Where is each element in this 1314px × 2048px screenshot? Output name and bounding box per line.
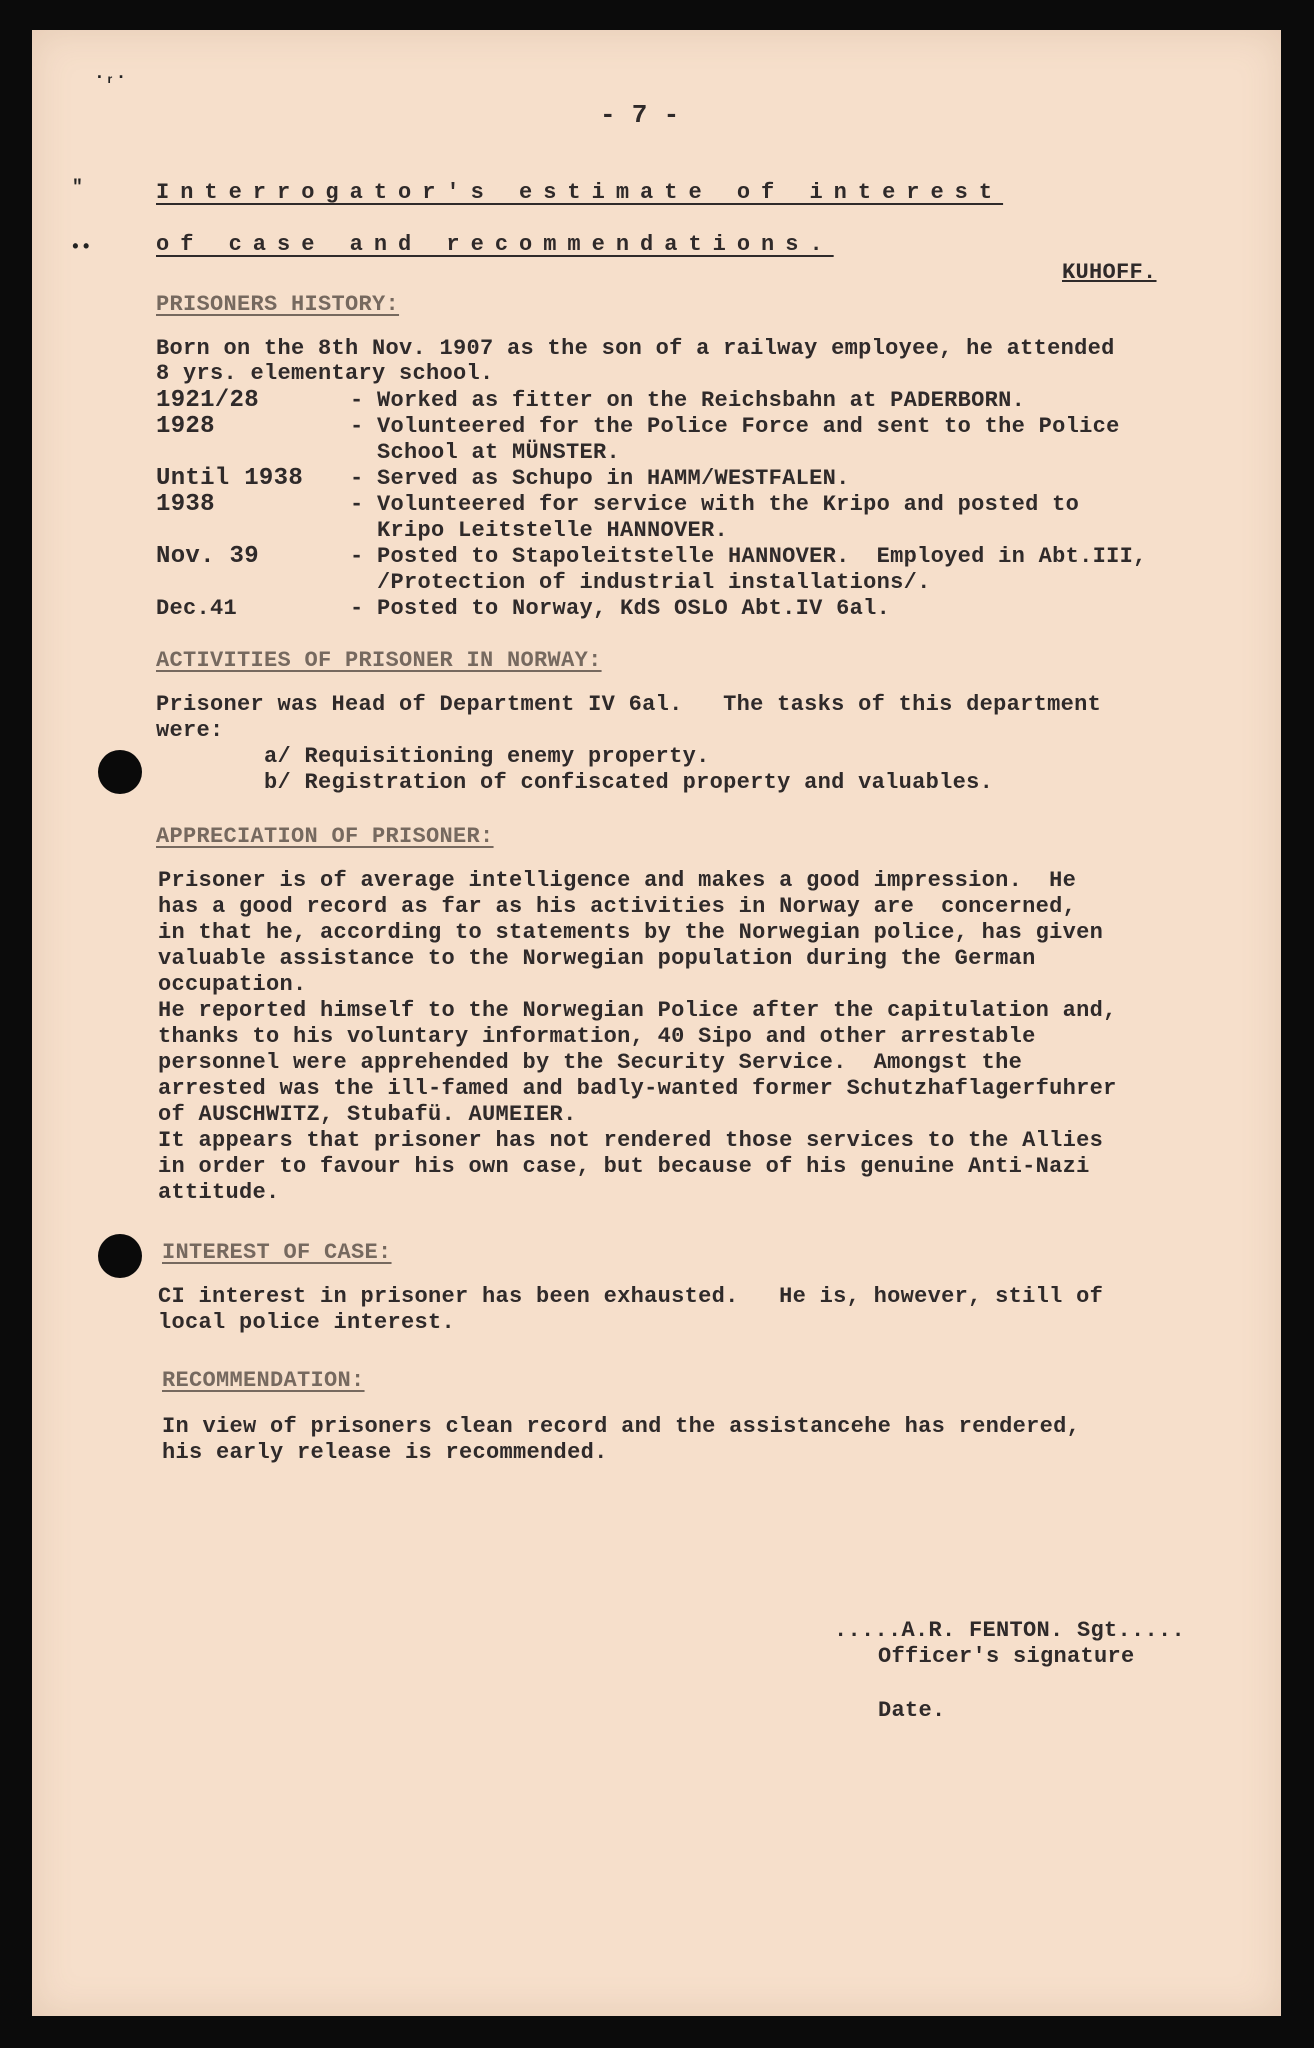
appreciation-line: valuable assistance to the Norwegian population during the German [158,946,1036,971]
punch-hole [98,750,142,794]
appreciation-line: of AUSCHWITZ, Stubafü. AUMEIER. [158,1102,577,1127]
margin-mark: " [72,178,83,198]
activities-item: a/ Requisitioning enemy property. [264,744,710,769]
history-date: 1928 [156,413,215,440]
document-title-continued: of case and recommendations. [156,232,834,257]
section-heading-recommendation: RECOMMENDATION: [162,1368,365,1393]
section-heading-appreciation: APPRECIATION OF PRISONER: [156,824,494,849]
handwritten-mark: ·ᵣ· [94,68,127,88]
history-date: 1938 [156,491,215,518]
interest-text: CI interest in prisoner has been exhausted. He is, however, still of [158,1284,1104,1309]
history-intro: 8 yrs. elementary school. [156,361,494,386]
history-date: Dec.41 [156,596,238,621]
appreciation-line: personnel were apprehended by the Security Service. Amongst the [158,1050,1023,1075]
activities-text: Prisoner was Head of Department IV 6al. The tasks of this department [156,692,1102,717]
appreciation-line: thanks to his voluntary information, 40 Sipo and other arrestable [158,1024,1036,1049]
history-text: /Protection of industrial installations/. [350,570,931,595]
history-text: - Volunteered for service with the Kripo and posted to [350,492,1080,517]
appreciation-line: attitude. [158,1180,280,1205]
appreciation-line: arrested was the ill-famed and badly-wanted former Schutzhaflagerfuhrer [158,1076,1117,1101]
recommendation-text: In view of prisoners clean record and the assistancehe has rendered, [162,1414,1081,1439]
history-text: - Worked as fitter on the Reichsbahn at PADERBORN. [350,388,1026,413]
history-text: - Volunteered for the Police Force and sent to the Police [350,414,1120,439]
activities-text: were: [156,718,224,743]
history-text: - Served as Schupo in HAMM/WESTFALEN. [350,466,850,491]
appreciation-line: Prisoner is of average intelligence and makes a good impression. He [158,868,1077,893]
appreciation-line: has a good record as far as his activities in Norway are concerned, [158,894,1077,919]
activities-item: b/ Registration of confiscated property and valuables. [264,770,994,795]
punch-hole [98,1234,142,1278]
history-text: School at MÜNSTER. [350,440,621,465]
recommendation-text: his early release is recommended. [162,1440,608,1465]
history-intro: Born on the 8th Nov. 1907 as the son of a railway employee, he attended [156,336,1115,361]
history-date: 1921/28 [156,387,259,414]
history-date: Until 1938 [156,465,304,492]
margin-mark: •• [70,238,92,258]
history-date: Nov. 39 [156,543,259,570]
date-label: Date. [878,1698,946,1723]
section-heading-history: PRISONERS HISTORY: [156,292,400,317]
history-text: - Posted to Norway, KdS OSLO Abt.IV 6al. [350,596,891,621]
history-text: - Posted to Stapoleitstelle HANNOVER. Employed in Abt.III, [350,544,1147,569]
document-page [32,30,1281,2016]
signature-line: .....A.R. FENTON. Sgt..... [834,1618,1186,1643]
history-text: Kripo Leitstelle HANNOVER. [350,518,729,543]
section-heading-activities: ACTIVITIES OF PRISONER IN NORWAY: [156,648,602,673]
appreciation-line: in order to favour his own case, but because of his genuine Anti-Nazi [158,1154,1090,1179]
appreciation-line: in that he, according to statements by the Norwegian police, has given [158,920,1104,945]
document-title: Interrogator's estimate of interest [156,180,1004,205]
prisoner-name: KUHOFF. [1062,260,1157,285]
appreciation-line: occupation. [158,972,307,997]
appreciation-line: It appears that prisoner has not rendered those services to the Allies [158,1128,1104,1153]
page-number: - 7 - [600,100,680,130]
signature-label: Officer's signature [878,1644,1135,1669]
interest-text: local police interest. [158,1310,456,1335]
appreciation-line: He reported himself to the Norwegian Police after the capitulation and, [158,998,1117,1023]
section-heading-interest: INTEREST OF CASE: [162,1240,392,1265]
